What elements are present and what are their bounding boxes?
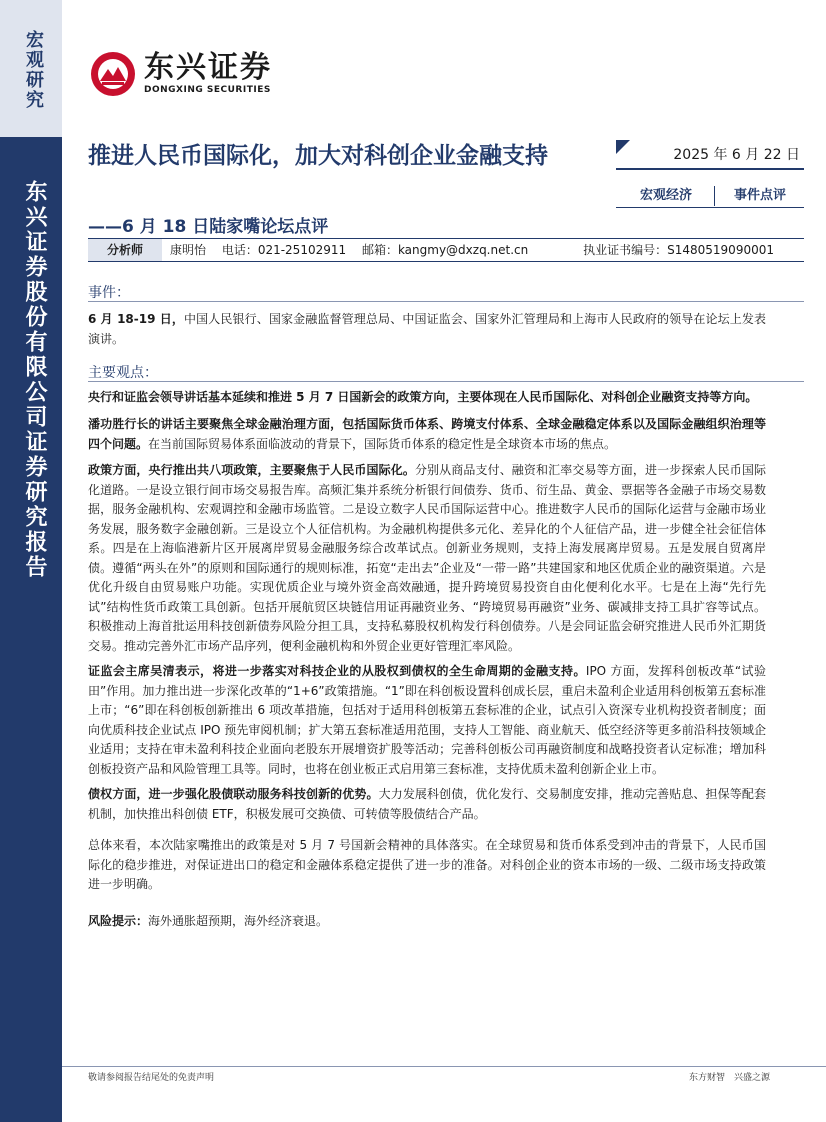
report-title: 推进人民币国际化，加大对科创企业金融支持 <box>88 143 548 169</box>
views-paragraph-3 <box>88 461 766 656</box>
footer-slogan: 东方财智 兴盛之源 <box>688 1073 770 1083</box>
views-p3-text: 分别从商品支付、融资和汇率交易等方面，进一步探索人民币国际化道路。一是设立银行间市场交易报告库。高频汇集并系统分析银行间债券、货币、衍生品、黄金、票据等各金融子市场交易数据，服务金融机构、宏观调控和金融市场监管。二是设立数字人民币国际运营中心。推进数字人民币的国际化运营与金融市场业务发展，服务数字金融创新。三是设立个人征信机构。为金融机构提供多元化、差异化的个人征信产品，进一步健全社会征信体系。四是在上海临港新片区开展离岸贸易金融服务综合改革试点。创新业务规则，支持上海发展离岸贸易。五是发展自贸离岸债。遵循“两头在外”的原则和国际通行的规则标准，拓宽“走出去”企业及“一带一路”共建国家和地区优质企业的融资渠道。六是优化升级自由贸易账户功能。实现优质企业与境外资金高效融通，提升跨境贸易投资自由化便利化水平。七是在上海“先行先试”结构性货币政策工具创新。包括开展航贸区块链信用证再融资业务、“跨境贸易再融资”业务、碳减排支持工具扩容等试点。积极推动上海首批运用科技创新债券风险分担工具，支持私募股权机构发行科创债券。八是会同证监会研究推进人民币外汇期货交易。推动完善外汇市场产品序列，便利金融机构和外贸企业更好管理汇率风险。 <box>88 463 766 653</box>
views-p2-text: 在当前国际贸易体系面临波动的背景下，国际货币体系的稳定性是全球资本市场的焦点。 <box>148 436 617 451</box>
tag-separator <box>714 186 715 206</box>
footer-disclaimer-note: 敬请参阅报告结尾处的免责声明 <box>88 1073 215 1083</box>
event-heading: 事件： <box>88 285 130 301</box>
event-paragraph <box>88 310 766 349</box>
event-divider <box>88 301 804 302</box>
views-p5-text: 大力发展科创债，优化发行、交易制度安排，推动完善贴息、担保等配套机制，加快推出科创债 ETF，积极发展可交换债、可转债等股债结合产品。 <box>88 787 766 821</box>
risk-paragraph <box>88 912 766 932</box>
tag-divider <box>616 207 804 208</box>
views-p6-text: 总体来看，本次陆家嘴推出的政策是对 5 月 7 号国新会精神的具体落实。在全球贸易和货币体系受到冲击的背景下，人民币国际化的稳步推进，对保证进出口的稳定和金融体系稳定提供了进一步的准备。对科创企业的资本市场的一级、二级市场支持政策进一步明确。 <box>88 838 766 891</box>
views-p1-bold: 央行和证监会领导讲话基本延续和推进 5 月 7 日国新会的政策方向，主要体现在人民币国际化、对科创企业融资支持等方向。 <box>88 390 758 404</box>
views-paragraph-1 <box>88 388 766 408</box>
risk-label: 风险提示： <box>88 914 149 928</box>
side-company-label: 东兴证券股份有限公司证券研究报告 <box>22 180 47 580</box>
analyst-label: 分析师 <box>88 239 162 261</box>
corner-triangle-icon <box>616 140 630 154</box>
views-paragraph-6 <box>88 836 766 895</box>
views-p4-bold: 证监会主席吴清表示，将进一步落实对科技企业的从股权到债权的全生命周期的金融支持。 <box>88 664 586 678</box>
date-divider <box>616 168 804 170</box>
side-category-label: 宏观研究 <box>23 30 44 110</box>
dongxing-logo-icon <box>90 51 136 97</box>
report-subtitle: ——6 月 18 日陆家嘴论坛点评 <box>88 217 329 237</box>
event-date-lead: 6 月 18-19 日， <box>88 312 185 326</box>
company-logo <box>90 48 272 100</box>
analyst-certificate: 执业证书编号：S1480519090001 <box>583 243 774 257</box>
analyst-row <box>88 238 804 262</box>
views-paragraph-5 <box>88 785 766 824</box>
views-heading: 主要观点： <box>88 365 158 381</box>
footer-divider <box>62 1066 826 1067</box>
tag-macro-economy: 宏观经济 <box>639 188 692 203</box>
report-date: 2025 年 6 月 22 日 <box>673 147 800 163</box>
views-paragraph-4 <box>88 662 766 779</box>
logo-english-name: DONGXING SECURITIES <box>144 85 271 95</box>
views-p4-text: IPO 方面，发挥科创板改革“试验田”作用。加力推出进一步深化改革的“1+6”政策措施。“1”即在科创板设置科创成长层，重启未盈利企业适用科创板第五套标准上市；“6”即在科创板创新推出 6 项改革措施，包括对于适用科创板第五套标准的企业，试点引入资深专业机构投资者制度；面向优质科技企业试点 IPO 预先审阅机制；扩大第五套标准适用范围，支持人工智能、商业航天、低空经济等更多前沿科技领域企业适用；支持在审未盈利科技企业面向老股东开展增资扩股等活动；完善科创板公司再融资制度和战略投资者认定标准；增加科创板投资产品和风险管理工具等。同时，也将在创业板正式启用第三套标准，支持优质未盈利创新企业上市。 <box>88 664 766 776</box>
analyst-contact: 康明怡 电话：021-25102911 邮箱：kangmy@dxzq.net.cn <box>170 243 529 257</box>
views-p5-bold: 债权方面，进一步强化股债联动服务科技创新的优势。 <box>88 787 379 801</box>
views-paragraph-2 <box>88 415 766 454</box>
tag-event-review: 事件点评 <box>733 188 786 203</box>
event-text: 中国人民银行、国家金融监督管理总局、中国证监会、国家外汇管理局和上海市人民政府的领导在论坛上发表演讲。 <box>88 312 766 346</box>
views-p2-bold: 潘功胜行长的讲话主要聚焦全球金融治理方面，包括国际货币体系、跨境支付体系、全球金融稳定体系以及国际金融组织治理等四个问题。 <box>88 417 766 451</box>
views-p3-bold: 政策方面，央行推出共八项政策，主要聚焦于人民币国际化。 <box>88 463 415 477</box>
risk-text: 海外通胀超预期，海外经济衰退。 <box>148 914 329 928</box>
views-divider <box>88 381 804 382</box>
logo-chinese-name: 东兴证券 <box>144 50 272 85</box>
